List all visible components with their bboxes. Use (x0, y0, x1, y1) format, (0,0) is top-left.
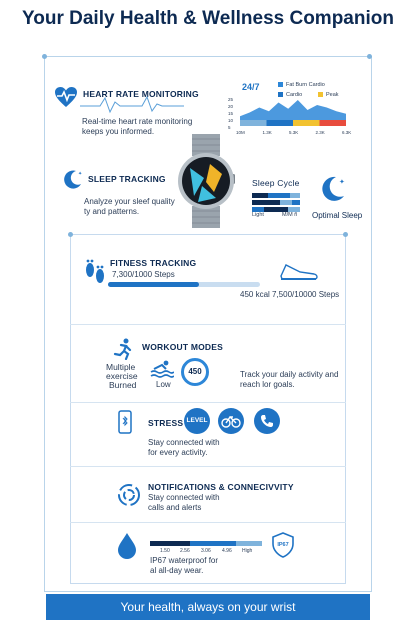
x-tick-label: 10M (236, 130, 245, 135)
sleep-axis-left: Light (252, 212, 264, 218)
x-tick-label: 1.3K (262, 130, 272, 135)
workout-low: Low (156, 380, 171, 389)
svg-text:✦: ✦ (78, 171, 83, 177)
resistance-ticks (160, 548, 252, 554)
workout-label: WORKOUT MODES (142, 342, 223, 352)
sleep-bar (252, 193, 300, 198)
heart-rate-desc-line2: keeps you informed. (82, 127, 155, 136)
sleep-desc-line1: Analyze your sleef quality (84, 197, 175, 206)
zone-band (320, 120, 347, 126)
water-drop-icon (116, 532, 138, 560)
frame-corner-dot (42, 54, 47, 59)
section-divider (70, 466, 346, 467)
ip67-badge-text: IP67 (277, 542, 289, 548)
resistance-tick: 4.96 (222, 548, 232, 554)
y-tick-label: 15 (228, 111, 234, 116)
zone-band (267, 120, 294, 126)
waterproof-desc-line2: al all-day wear. (150, 566, 204, 575)
sleep-label: SLEEP TRACKING (88, 174, 166, 184)
heart-rate-area (240, 100, 346, 120)
resistance-tick: 2.56 (180, 548, 190, 554)
pulse-line (80, 94, 184, 114)
hr-chart-title: 24/7 (242, 82, 260, 92)
legend-label: Peak (326, 92, 339, 98)
legend-swatch (278, 82, 283, 87)
heart-rate-label: HEART RATE MONITORING (83, 89, 199, 99)
notifications-desc-line2: calls and alerts (148, 503, 202, 512)
connectivity-swirl-icon (116, 482, 142, 508)
footer-banner: Your health, always on your wrist (46, 594, 370, 620)
panel-corner-dot (343, 232, 348, 237)
resistance-tick: 3.06 (201, 548, 211, 554)
svg-text:✦: ✦ (339, 179, 345, 186)
phone-icon (254, 408, 280, 434)
bicycle-icon (218, 408, 244, 434)
stress-desc-line1: Stay connected with (148, 438, 220, 447)
workout-track-line1: Track your daily activity and (240, 370, 339, 379)
section-divider (70, 324, 346, 325)
water-resistance-bar (150, 541, 262, 546)
zone-band (240, 120, 267, 126)
heart-rate-chart (228, 96, 352, 138)
legend-item (278, 82, 325, 88)
legend-label: Cardio (286, 92, 303, 98)
sleep-desc-line2: ty and patterns. (84, 207, 140, 216)
heart-pulse-icon (54, 86, 78, 108)
y-tick-label: 25 (228, 97, 234, 102)
resistance-segment (236, 541, 262, 546)
y-tick-label: 10 (228, 118, 234, 123)
workout-multiple-line2: exercise (106, 371, 138, 381)
resistance-tick: High (242, 548, 253, 554)
sleep-bar (252, 200, 300, 205)
x-tick-label: 2.3K (315, 130, 325, 135)
frame-corner-dot (367, 54, 372, 59)
smartphone-icon (118, 410, 132, 434)
kcal-value: 450 kcal (240, 290, 270, 299)
waterproof-desc-line1: IP67 waterproof for (150, 556, 219, 565)
moon-stars-icon (62, 168, 84, 190)
phone-call-button[interactable] (254, 408, 280, 434)
page-title: Your Daily Health & Wellness Companion (22, 8, 394, 29)
swimmer-icon (150, 360, 174, 378)
zone-band (293, 120, 320, 126)
resistance-segment (150, 541, 190, 546)
fitness-label: FITNESS TRACKING (110, 258, 197, 268)
notifications-desc-line1: Stay connected with (148, 493, 220, 502)
workout-multiple-line3: Burned (109, 380, 137, 390)
optimal-sleep-label: Optimal Sleep (312, 211, 363, 220)
steps-progress-bar (108, 282, 260, 287)
section-divider (70, 402, 346, 403)
resistance-segment (190, 541, 236, 546)
legend-label: Fat Burn Cardio (286, 82, 325, 88)
smartwatch-image (176, 134, 236, 228)
y-tick-label: 5 (228, 125, 231, 130)
stress-label: STRESS (148, 418, 184, 428)
sleep-cycle-label: Sleep Cycle (252, 178, 300, 188)
panel-corner-dot (68, 232, 73, 237)
runner-icon (112, 338, 134, 360)
calorie-ring: 450 (181, 358, 209, 386)
moon-stars-icon (318, 174, 348, 204)
sleep-cycle-bars (252, 193, 300, 214)
sneaker-icon (278, 262, 320, 282)
sleep-axis-right: M/M ñ (282, 212, 298, 218)
cycling-button[interactable] (218, 408, 244, 434)
stress-desc-line2: for every activity. (148, 448, 208, 457)
x-tick-label: 6.3K (342, 130, 352, 135)
fitness-steps: 7,300/1000 Steps (112, 270, 175, 279)
workout-track-line2: reach lor goals. (240, 380, 295, 389)
footprints-icon (84, 258, 106, 288)
steps-goal: 7,500/10000 Steps (272, 290, 340, 299)
notifications-label: NOTIFICATIONS & CONNECIVVITY (148, 482, 294, 492)
x-tick-label: 5.3K (289, 130, 299, 135)
workout-multiple-line1: Multiple (106, 362, 136, 372)
resistance-tick: 1.50 (160, 548, 170, 554)
y-tick-label: 20 (228, 104, 234, 109)
steps-progress-fill (108, 282, 199, 287)
heart-rate-desc-line1: Real-time heart rate monitoring (82, 117, 193, 126)
stress-level-badge[interactable]: LEVEL (184, 408, 210, 434)
section-divider (70, 522, 346, 523)
